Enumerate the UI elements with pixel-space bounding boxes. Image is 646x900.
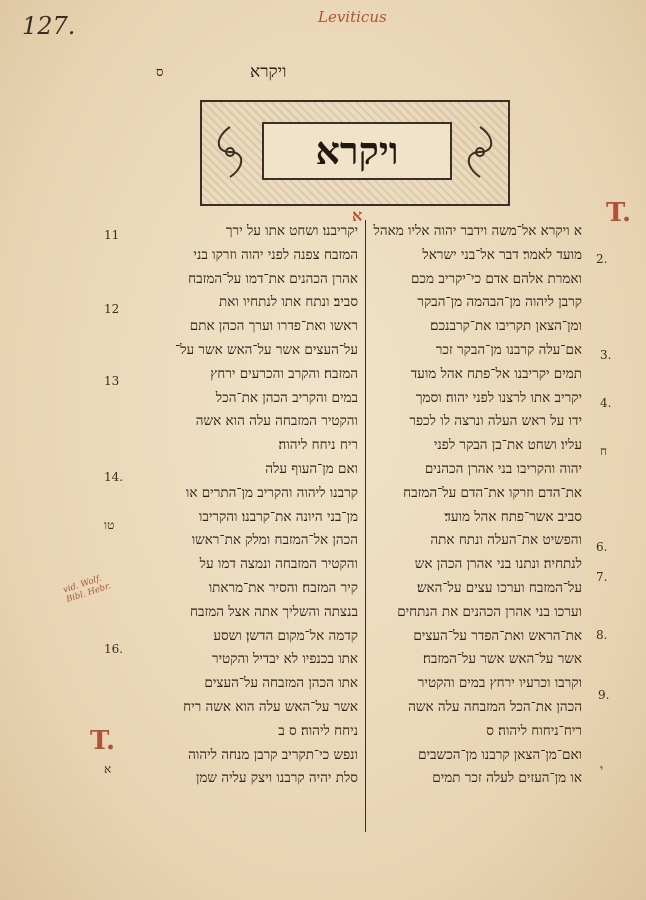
- text-line: ראשו ואת־פדרו וערך הכהן אתם: [189, 318, 358, 335]
- text-line: ידו על ראש העלה ונרצה לו לכפר: [409, 413, 582, 430]
- text-line: יהוה והקריבו בני אהרן הכהנים: [424, 460, 582, 477]
- book-name-note: Leviticus: [318, 8, 387, 26]
- title-ornament-frame: [200, 100, 510, 206]
- verse-number: י: [600, 762, 604, 776]
- text-line: עליו׃ ושחט את־בן הבקר לפני: [433, 437, 582, 454]
- verse-number: טו: [104, 518, 115, 532]
- text-line: יקריב אתו לרצנו לפני יהוה׃ וסמך: [415, 389, 582, 406]
- text-line: והפשיט את־העלה ונתח אתה: [430, 532, 582, 549]
- text-line: תמים יקריבנו אל־פתח אהל מועד: [410, 365, 582, 382]
- running-mark: ס: [156, 65, 164, 80]
- text-line: לנתחיה׃ ונתנו בני אהרן הכהן אש: [414, 556, 582, 573]
- verse-number: 6.: [596, 540, 608, 554]
- folio-number: 127.: [22, 12, 76, 40]
- text-line: על־העצים אשר על־האש אשר על־: [175, 341, 358, 358]
- text-line: הכהן אל־המזבח ומלק את־ראשו: [191, 532, 358, 549]
- verse-number: 12: [104, 302, 120, 316]
- text-line: וערכו בני אהרן הכהנים את הנתחים: [397, 603, 582, 620]
- column-divider: [365, 220, 366, 832]
- verse-number: 13: [104, 374, 120, 388]
- verse-number: 7.: [596, 570, 608, 584]
- scroll-ornament-icon: [460, 122, 500, 182]
- text-line: ונפש כי־תקריב קרבן מנחה ליהוה: [188, 746, 358, 763]
- verse-number: 11: [104, 228, 120, 242]
- text-line: המזבח׃ והקרב והכרעים ירחץ: [210, 365, 358, 382]
- running-head: ויקרא: [250, 62, 287, 82]
- text-line: ריח־ניחוח ליהוה׃ ס: [486, 722, 582, 739]
- book-title: ויקרא: [262, 122, 452, 180]
- verse-number: 4.: [600, 396, 612, 410]
- text-line: אם־עלה קרבנו מן־הבקר זכר: [435, 341, 582, 358]
- text-line: אשר על־האש עלה הוא אשה ריח: [183, 698, 358, 715]
- margin-mark: T.: [90, 726, 116, 756]
- text-line: את־הראש ואת־הפדר על־העצים: [413, 627, 582, 644]
- text-line: קרבן ליהוה מן־הבהמה מן־הבקר: [417, 294, 582, 311]
- text-line: ואם מן־העוף עלה: [265, 460, 358, 477]
- text-line: קיר המזבח׃ והסיר את־מראתו: [208, 579, 358, 596]
- chapter-mark: א: [352, 206, 363, 225]
- right-column: [370, 220, 582, 791]
- text-line: במים והקריב הכהן את־הכל: [215, 389, 358, 406]
- text-line: ואמרת אלהם אדם כי־יקריב מכם: [411, 270, 582, 287]
- text-line: א ויקרא אל־משה וידבר יהוה אליו מאהל: [373, 223, 582, 239]
- text-line: ריח ניחח ליהוה׃: [278, 437, 358, 454]
- verse-number: 9.: [598, 688, 610, 702]
- text-line: מן־בני היונה את־קרבנו׃ והקריבו: [198, 508, 358, 525]
- verse-number: א: [104, 762, 112, 776]
- text-line: ניחח ליהוה׃ ס ב: [278, 722, 358, 739]
- text-line: יקריבנו׃ ושחט אתו על ירך: [225, 223, 358, 239]
- text-line: וקרבו וכרעיו ירחץ במים והקטיר: [417, 675, 582, 692]
- text-line: והקטיר המזבחה ונמצה דמו על: [199, 556, 358, 573]
- text-line: אתו הכהן המזבחה על־העצים: [204, 675, 358, 692]
- text-line: אתו בכנפיו לא יבדיל והקטיר: [211, 651, 358, 668]
- verse-number: ח: [600, 444, 608, 458]
- text-line: או מן־העזים לעלה זכר תמים: [432, 770, 582, 787]
- margin-mark: T.: [606, 198, 632, 228]
- text-line: המזבח צפנה לפני יהוה וזרקו בני: [193, 246, 358, 263]
- text-line: אהרן הכהנים את־דמו על־המזבח: [188, 270, 358, 287]
- text-line: סלת יהיה קרבנו ויצק עליה שמן: [195, 770, 358, 787]
- verse-number: 3.: [600, 348, 612, 362]
- left-column: [128, 220, 358, 791]
- text-line: מועד לאמר׃ דבר אל־בני ישראל: [422, 246, 582, 263]
- verse-number: 2.: [596, 252, 608, 266]
- margin-annotation: vid. Wolf. Bibl. Hebr.: [62, 573, 113, 606]
- text-line: על־המזבח וערכו עצים על־האש׃: [416, 579, 582, 596]
- text-line: קרבנו ליהוה והקריב מן־התרים או: [185, 484, 358, 501]
- text-line: הכהן את־הכל המזבחה עלה אשה: [408, 698, 582, 715]
- text-line: את־הדם וזרקו את־הדם על־המזבח: [403, 484, 582, 501]
- text-line: סביב אשר־פתח אהל מועד׃: [444, 508, 582, 525]
- verse-number: 14.: [104, 470, 124, 484]
- text-line: אשר על־האש אשר על־המזבח׃: [422, 651, 582, 668]
- text-line: ואם־מן־הצאן קרבנו מן־הכשבים: [418, 746, 582, 763]
- text-line: והקטיר המזבחה עלה הוא אשה: [195, 413, 358, 430]
- verse-number: 8.: [596, 628, 608, 642]
- text-line: בנצתה והשליך אתה אצל המזבח: [189, 603, 358, 620]
- text-line: סביב׃ ונתח אתו לנתחיו ואת: [219, 294, 358, 311]
- scroll-ornament-icon: [210, 122, 250, 182]
- text-line: ומן־הצאן תקריבו את־קרבנכם׃: [430, 318, 582, 335]
- text-line: קדמה אל־מקום הדשן׃ ושסע: [213, 627, 358, 644]
- verse-number: 16.: [104, 642, 124, 656]
